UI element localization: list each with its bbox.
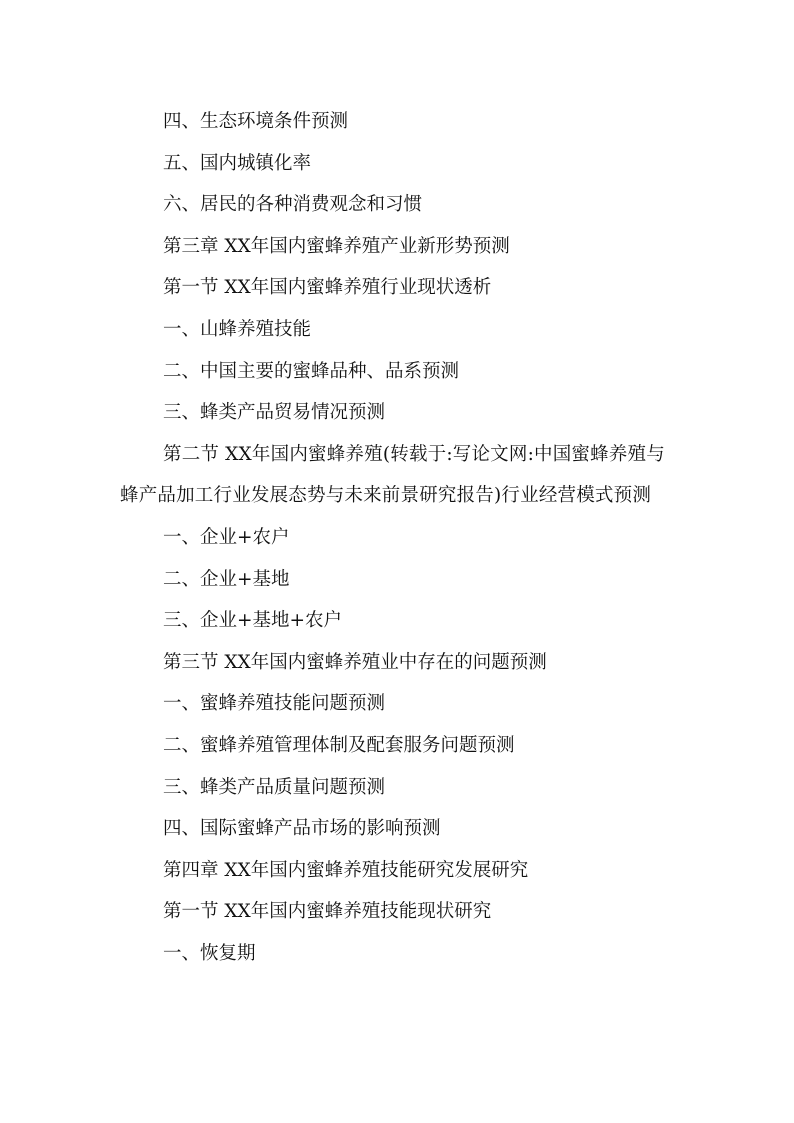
toc-line: 三、企业+基地+农户 [163,610,343,632]
toc-line: 二、中国主要的蜜蜂品种、品系预测 [163,360,460,382]
chapter-heading: 第三章 XX年国内蜜蜂养殖产业新形势预测 [163,235,510,257]
toc-line: 一、山蜂养殖技能 [163,318,312,340]
toc-line: 二、蜜蜂养殖管理体制及配套服务问题预测 [163,734,515,756]
chapter-heading: 第四章 XX年国内蜜蜂养殖技能研究发展研究 [163,859,529,881]
toc-line: 一、蜜蜂养殖技能问题预测 [163,693,386,715]
toc-line: 三、蜂类产品质量问题预测 [163,776,386,798]
toc-line: 六、居民的各种消费观念和习惯 [163,194,423,216]
toc-line: 一、恢复期 [163,942,256,964]
section-heading: 第一节 XX年国内蜜蜂养殖行业现状透析 [163,277,492,299]
toc-line: 四、生态环境条件预测 [163,111,349,132]
toc-line: 四、国际蜜蜂产品市场的影响预测 [163,818,441,840]
toc-line: 三、蜂类产品贸易情况预测 [163,402,386,424]
toc-line: 五、国内城镇化率 [163,152,312,174]
section-heading-paragraph: 第二节 XX年国内蜜蜂养殖(转载于:写论文网:中国蜜蜂养殖与蜂产品加工行业发展态势与未来前景研究报告)行业经营模式预测 [120,443,665,507]
section-heading: 第一节 XX年国内蜜蜂养殖技能现状研究 [163,901,492,923]
document-body [120,101,680,974]
toc-line: 二、企业+基地 [163,568,290,590]
section-heading: 第三节 XX年国内蜜蜂养殖业中存在的问题预测 [163,651,547,673]
toc-line: 一、企业+农户 [163,526,290,548]
